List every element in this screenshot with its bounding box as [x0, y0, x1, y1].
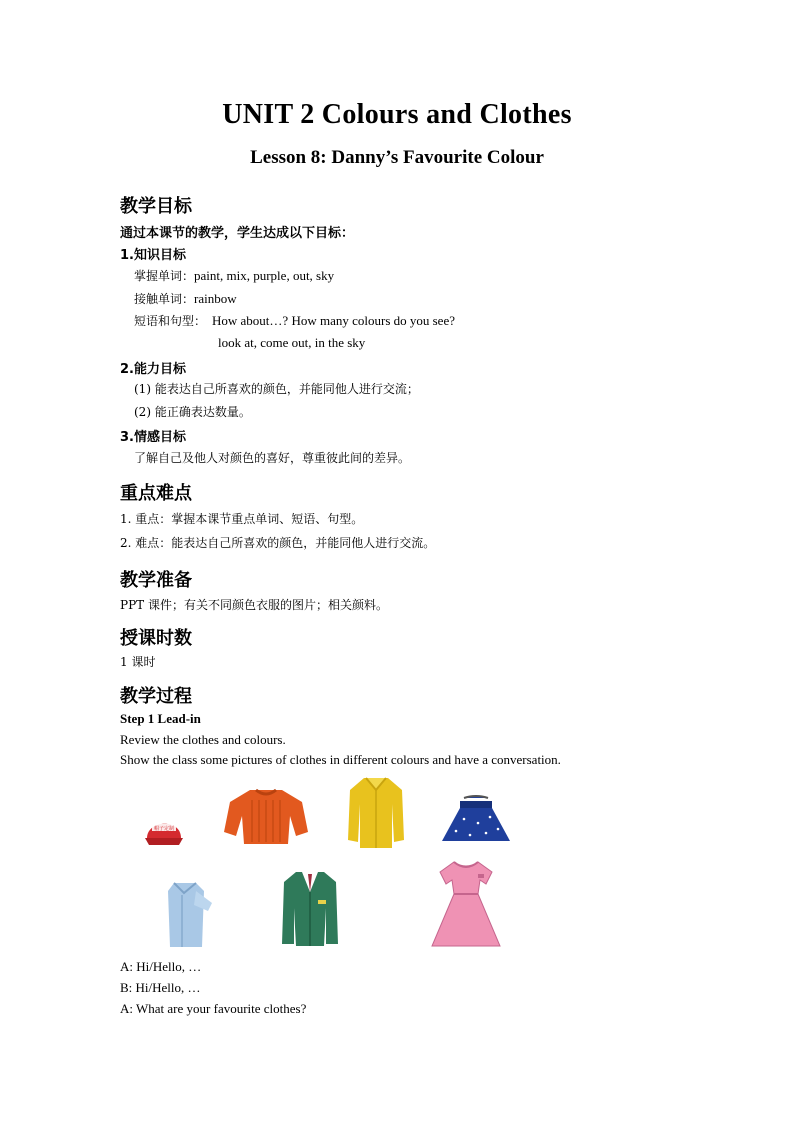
master-label: 掌握单词：	[134, 269, 195, 283]
process-line-1: Review the clothes and colours.	[120, 732, 286, 747]
knowledge-heading: 1.知识目标	[120, 248, 186, 263]
keypoint-item-2: 2. 难点：能表达自己所喜欢的颜色，并能同他人进行交流。	[120, 536, 436, 550]
unit-title: UNIT 2 Colours and Clothes	[222, 99, 572, 130]
ability-heading: 2.能力目标	[120, 362, 186, 377]
pink-dress-icon	[428, 858, 504, 950]
contact-label: 接触单词：	[134, 292, 195, 306]
keypoints-heading: 重点难点	[120, 483, 192, 504]
dialogue-line-3: A: What are your favourite clothes?	[120, 1001, 307, 1016]
orange-sweater-icon	[222, 786, 310, 848]
goals-intro: 通过本课节的教学，学生达成以下目标：	[120, 226, 355, 241]
master-words-line	[134, 267, 334, 284]
keypoint-item-1: 1. 重点：掌握本课节重点单词、短语、句型。	[120, 512, 364, 526]
yellow-shirt-icon	[346, 774, 406, 850]
goals-heading: 教学目标	[120, 196, 192, 217]
contact-words-line	[134, 290, 237, 307]
contact-words: rainbow	[194, 291, 237, 306]
light-blue-blouse-icon	[160, 877, 214, 949]
phrase-line	[134, 312, 455, 329]
red-cap-icon	[143, 808, 185, 850]
step1-label: Step 1 Lead-in	[120, 711, 201, 726]
blue-skirt-icon	[440, 795, 512, 847]
cap-brim	[145, 838, 183, 845]
dialogue-line-2: B: Hi/Hello, …	[120, 980, 201, 995]
phrase-label: 短语和句型：	[134, 314, 207, 328]
hours-heading: 授课时数	[120, 628, 192, 649]
master-words: paint, mix, purple, out, sky	[194, 268, 335, 283]
phrase-line2: look at, come out, in the sky	[218, 335, 366, 350]
process-heading: 教学过程	[120, 686, 192, 707]
emotion-heading: 3.情感目标	[120, 430, 186, 445]
dialogue-line-1: A: Hi/Hello, …	[120, 959, 202, 974]
phrase-line1: How about…? How many colours do you see?	[212, 313, 455, 328]
process-line-2: Show the class some pictures of clothes in different colours and have a conversation.	[120, 752, 561, 767]
emotion-item-1: 了解自己及他人对颜色的喜好，尊重彼此间的差异。	[134, 451, 411, 465]
green-coat-icon	[280, 868, 340, 948]
lesson-subtitle: Lesson 8: Danny’s Favourite Colour	[250, 147, 544, 168]
prep-text: PPT 课件；有关不同颜色衣服的图片；相关颜料。	[120, 598, 388, 612]
prep-heading: 教学准备	[120, 570, 192, 591]
ability-item-2: (2) 能正确表达数量。	[134, 405, 251, 419]
cap-print: 帽子定制	[153, 826, 175, 832]
hours-text: 1 课时	[120, 655, 156, 669]
ability-item-1: (1) 能表达自己所喜欢的颜色，并能同他人进行交流；	[134, 382, 419, 396]
